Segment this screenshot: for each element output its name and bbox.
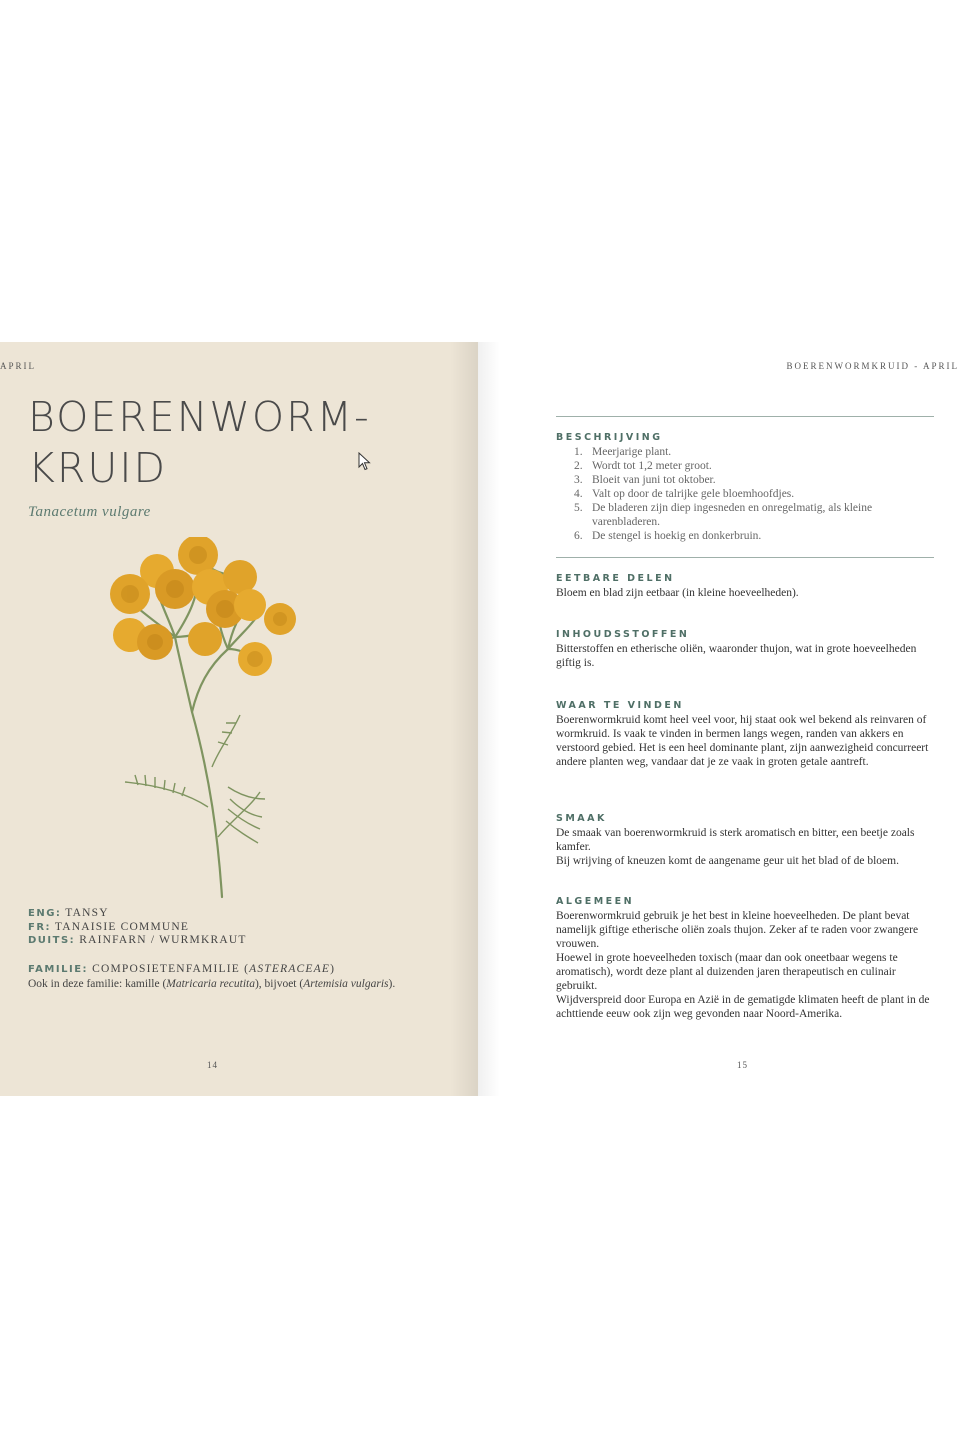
family-value: COMPOSIETENFAMILIE	[92, 963, 240, 975]
right-page	[478, 342, 959, 1096]
title-line-1: BOERENWORM-	[28, 393, 371, 441]
text-waar-te-vinden: Boerenwormkruid komt heel veel voor, hij staat ook wel bekend als reinvaren of wormkruid. Is vaak te vinden in bermen langs wegen, randen van akkers en verstoord gebied. Het is een heel dominante plant, zijn aanwezigheid concurreert andere planten weg, vandaar dat je ze vaak in groten getale aantreft.	[556, 714, 929, 768]
running-head-left: APRIL	[0, 361, 37, 371]
running-head-right: BOERENWORMKRUID - APRIL	[786, 361, 959, 371]
section-smaak	[556, 813, 934, 868]
text-eetbare-delen: Bloem en blad zijn eetbaar (in kleine hoeveelheden).	[556, 587, 799, 599]
mouse-cursor-icon	[358, 452, 372, 472]
name-label-eng: ENG:	[28, 908, 62, 919]
text-algemeen-3: Wijdverspreid door Europa en Azië in de gematigde klimaten heeft de plant in de achttiende eeuw ook zijn weg gevonden naar Noord-Amerika.	[556, 994, 930, 1020]
title-line-2: KRUID	[28, 444, 168, 492]
name-value-duits: RAINFARN / WURMKRAUT	[79, 934, 247, 946]
name-value-fr: TANAISIE COMMUNE	[54, 920, 190, 933]
section-beschrijving	[556, 432, 934, 543]
name-label-duits: DUITS:	[28, 935, 76, 946]
divider-top	[556, 416, 934, 417]
list-item: 3. Bloeit van juni tot oktober.	[574, 474, 716, 486]
common-names	[28, 907, 247, 948]
list-item: 4. Valt op door de talrijke gele bloemhoofdjes.	[574, 488, 795, 500]
text-inhoudsstoffen: Bitterstoffen en etherische oliën, waaronder thujon, wat in grote hoeveelheden giftig is.	[556, 643, 917, 669]
page-number-left: 14	[207, 1060, 218, 1070]
list-item: 6. De stengel is hoekig en donkerbruin.	[574, 530, 762, 542]
left-page	[0, 342, 478, 1096]
text-smaak-1: De smaak van boerenwormkruid is sterk aromatisch en bitter, een beetje zoals kamfer.	[556, 827, 915, 853]
list-item: 2. Wordt tot 1,2 meter groot.	[574, 460, 712, 472]
section-algemeen	[556, 896, 934, 1021]
heading-smaak: SMAAK	[556, 813, 607, 824]
heading-inhoudsstoffen: INHOUDSSTOFFEN	[556, 629, 690, 640]
text-algemeen-1: Boerenwormkruid gebruik je het best in kleine hoeveelheden. De plant bevat namelijk giftige etherische oliën zoals thujon. Zeker af te raden voor zwangere vrouwen.	[556, 910, 919, 950]
family-note: Ook in deze familie: kamille (Matricaria recutita), bijvoet (Artemisia vulgaris).	[28, 978, 396, 990]
name-value-eng: TANSY	[65, 907, 109, 919]
name-row-eng	[28, 907, 247, 921]
heading-algemeen: ALGEMEEN	[556, 896, 635, 907]
divider-middle	[556, 557, 934, 558]
heading-beschrijving: BESCHRIJVING	[556, 432, 663, 443]
family-row: FAMILIE: COMPOSIETENFAMILIE (ASTERACEAE)	[28, 963, 336, 975]
book-spread	[0, 342, 959, 1096]
family-block	[28, 962, 398, 991]
name-row-duits	[28, 934, 247, 948]
page-title	[28, 392, 371, 494]
heading-waar-te-vinden: WAAR TE VINDEN	[556, 700, 684, 711]
list-item: 1. Meerjarige plant.	[574, 446, 672, 458]
section-inhoudsstoffen	[556, 629, 934, 670]
family-latin: ASTERACEAE	[249, 963, 331, 975]
name-label-fr: FR:	[28, 921, 52, 933]
family-label: FAMILIE:	[28, 964, 89, 975]
section-eetbare-delen	[556, 573, 934, 600]
latin-name: Tanacetum vulgare	[28, 504, 151, 520]
tansy-plant-illustration	[100, 537, 310, 902]
page-number-right: 15	[737, 1060, 748, 1070]
text-algemeen-2: Hoewel in grote hoeveelheden toxisch (maar dan ook oneetbaar wegens te aromatisch), wordt deze plant al duizenden jaren therapeutisch en culinair gebruikt.	[556, 952, 898, 992]
text-smaak-2: Bij wrijving of kneuzen komt de aangename geur uit het blad of de bloem.	[556, 855, 899, 867]
name-row-fr	[28, 921, 247, 935]
heading-eetbare-delen: EETBARE DELEN	[556, 573, 675, 584]
section-waar-te-vinden	[556, 700, 934, 769]
list-item: 5. De bladeren zijn diep ingesneden en onregelmatig, als kleine varenbladeren.	[574, 502, 873, 528]
description-list	[556, 445, 934, 543]
